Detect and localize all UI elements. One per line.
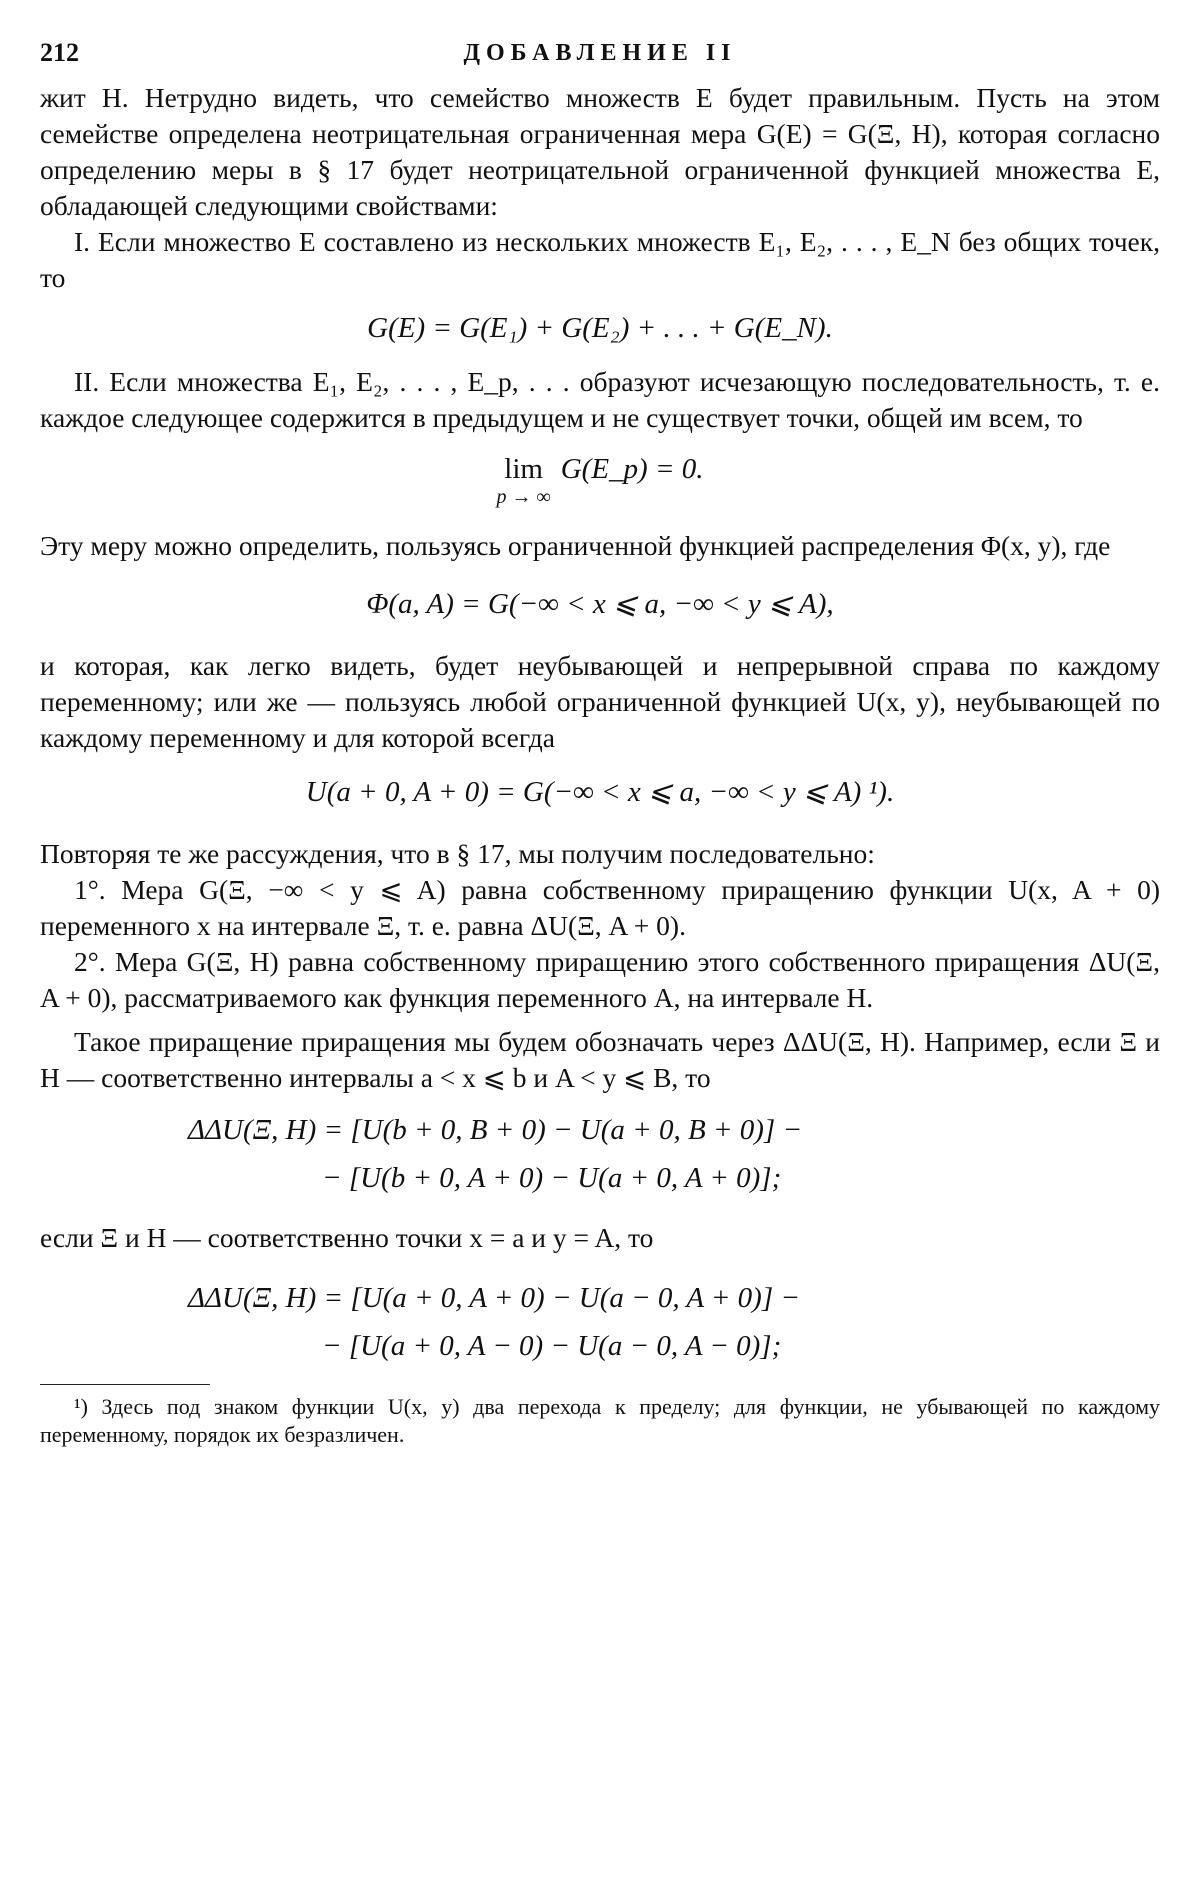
paragraph-repeating: Повторяя те же рассуждения, что в § 17, мы получим последовательно: [40, 838, 875, 869]
equation-points-line-1: ΔΔU(Ξ, Н) = [U(a + 0, A + 0) − U(a − 0, A + 0)] − [188, 1282, 800, 1314]
paragraph-1: жит Н. Нетрудно видеть, что семейство множеств E будет правильным. Пусть на этом семействе определена неотрицательная ограниченная мера G(E) = G(Ξ, Н), которая согласно определению меры в § 17 будет неотрицательной ограниченной функцией множества E, обладающей следующими свойствами: [40, 82, 1160, 221]
running-head: ДОБАВЛЕНИЕ II [463, 40, 737, 66]
page-number: 212 [40, 38, 79, 67]
equation-additivity: G(E) = G(E₁) + G(E₂) + . . . + G(E_N). [367, 312, 833, 344]
paragraph-nondecreasing: и которая, как легко видеть, будет неубывающей и непрерывной справа по каждому переменному; или же — пользуясь любой ограниченной функцией U(x, y), неубывающей по каждому переменному и для которой всегда [40, 650, 1160, 753]
item-2: 2°. Мера G(Ξ, Н) равна собственному приращению этого собственного приращения ΔU(Ξ, A + 0), рассматриваемого как функция переменного A, на интервале Н. [40, 946, 1160, 1013]
equation-limit [40, 452, 1160, 508]
equation-points-line-2: − [U(a + 0, A − 0) − U(a − 0, A − 0)]; [322, 1330, 782, 1362]
equation-u-function: U(a + 0, A + 0) = G(−∞ < x ⩽ a, −∞ < y ⩽ A) ¹). [305, 776, 895, 808]
footnote-rule [40, 1384, 210, 1385]
footnote: ¹) Здесь под знаком функции U(x, y) два перехода к пределу; для функции, не убывающей по каждому переменному, порядок их безразличен. [40, 1394, 1160, 1447]
page [40, 30, 1160, 1449]
equation-interval-line-2: − [U(b + 0, A + 0) − U(a + 0, A + 0)]; [322, 1162, 782, 1194]
paragraph-increment-notation: Такое приращение приращения мы будем обозначать через ΔΔU(Ξ, Н). Например, если Ξ и Н — соответственно интервалы a < x ⩽ b и A < y ⩽ B, то [40, 1026, 1160, 1093]
page-header [40, 30, 1160, 70]
limit-operator: lim [504, 453, 543, 485]
equation-interval-line-1: ΔΔU(Ξ, Н) = [U(b + 0, B + 0) − U(a + 0, B + 0)] − [188, 1114, 803, 1146]
limit-subscript: p → ∞ [496, 486, 551, 508]
property-1-text: I. Если множество E составлено из нескольких множеств E₁, E₂, . . . , E_N без общих точек, то [40, 226, 1160, 293]
property-2-text: II. Если множества E₁, E₂, . . . , E_p, . . . образуют исчезающую последовательность, т. е. каждое следующее содержится в предыдущем и не существует точки, общей им всем, то [40, 366, 1160, 433]
paragraph-distribution: Эту меру можно определить, пользуясь ограниченной функцией распределения Φ(x, y), где [40, 530, 1111, 561]
limit-expression: G(E_p) = 0. [560, 453, 704, 485]
equation-distribution-function: Φ(a, A) = G(−∞ < x ⩽ a, −∞ < y ⩽ A), [366, 588, 834, 620]
item-1: 1°. Мера G(Ξ, −∞ < y ⩽ A) равна собственному приращению функции U(x, A + 0) переменного x на интервале Ξ, т. е. равна ΔU(Ξ, A + 0). [40, 874, 1160, 941]
paragraph-points: если Ξ и Н — соответственно точки x = a и y = A, то [40, 1222, 654, 1253]
